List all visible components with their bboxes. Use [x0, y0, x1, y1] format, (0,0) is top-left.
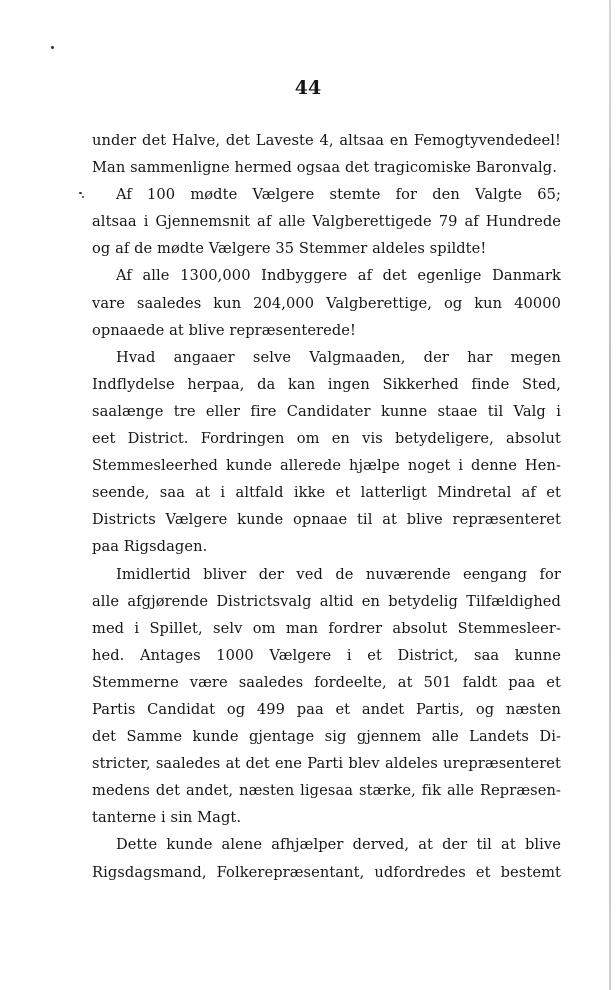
text-line: Af alle 1300,000 Indbyggere af det egenlige Danmark [116, 267, 561, 285]
text-line: Partis Candidat og 499 paa et andet Partis, og næsten [92, 700, 561, 718]
page-number: 44 [294, 77, 322, 99]
text-line: Hvad angaaer selve Valgmaaden, der har megen [116, 348, 561, 366]
text-line: paa Rigsdagen. [92, 538, 208, 556]
text-line: Af 100 mødte Vælgere stemte for den Valgte 65; [116, 186, 561, 204]
text-line: det Samme kunde gjentage sig gjennem alle Landets Di- [92, 728, 561, 746]
text-line: Districts Vælgere kunde opnaae til at blive repræsenteret [92, 511, 561, 529]
ink-speck [82, 196, 84, 198]
text-line: under det Halve, det Laveste 4, altsaa en Femogtyvendedeel! [92, 132, 561, 149]
text-line: Man sammenligne hermed ogsaa det tragicomiske Baronvalg. [92, 159, 557, 177]
text-line: Stemmerne være saaledes fordeelte, at 501 faldt paa et [92, 673, 561, 691]
text-line: med i Spillet, selv om man fordrer absolut Stemmesleer- [92, 619, 561, 637]
text-line: vare saaledes kun 204,000 Valgberettige, og kun 40000 [92, 294, 561, 312]
text-line: alle afgjørende Districtsvalg altid en betydelig Tilfældighed [92, 592, 561, 610]
page-edge [609, 0, 611, 990]
text-line: Indflydelse herpaa, da kan ingen Sikkerhed finde Sted, [92, 375, 561, 393]
text-line: medens det andet, næsten ligesaa stærke, fik alle Repræsen- [92, 782, 561, 800]
ink-speck [79, 192, 82, 194]
text-line: Dette kunde alene afhjælper derved, at der til at blive [116, 836, 561, 854]
text-line: Rigsdagsmand, Folkerepræsentant, udfordredes et bestemt [92, 863, 561, 881]
ink-speck [51, 46, 54, 49]
text-line: seende, saa at i altfald ikke et latterligt Mindretal af et [92, 484, 561, 502]
text-line: tanterne i sin Magt. [92, 809, 242, 827]
text-line: og af de mødte Vælgere 35 Stemmer aldeles spildte! [92, 240, 487, 258]
text-line: Imidlertid bliver der ved de nuværende eengang for [116, 565, 561, 583]
text-line: eet District. Fordringen om en vis betydeligere, absolut [92, 430, 561, 448]
text-line: stricter, saaledes at det ene Parti blev aldeles urepræsenteret [92, 755, 561, 773]
text-line: saalænge tre eller fire Candidater kunne staae til Valg i [92, 402, 561, 420]
text-line: altsaa i Gjennemsnit af alle Valgberettigede 79 af Hundrede [92, 213, 561, 231]
text-line: hed. Antages 1000 Vælgere i et District, saa kunne [92, 646, 561, 664]
text-line: Stemmesleerhed kunde allerede hjælpe noget i denne Hen- [92, 457, 561, 475]
text-line: opnaaede at blive repræsenterede! [92, 321, 357, 339]
body-text [92, 127, 561, 886]
